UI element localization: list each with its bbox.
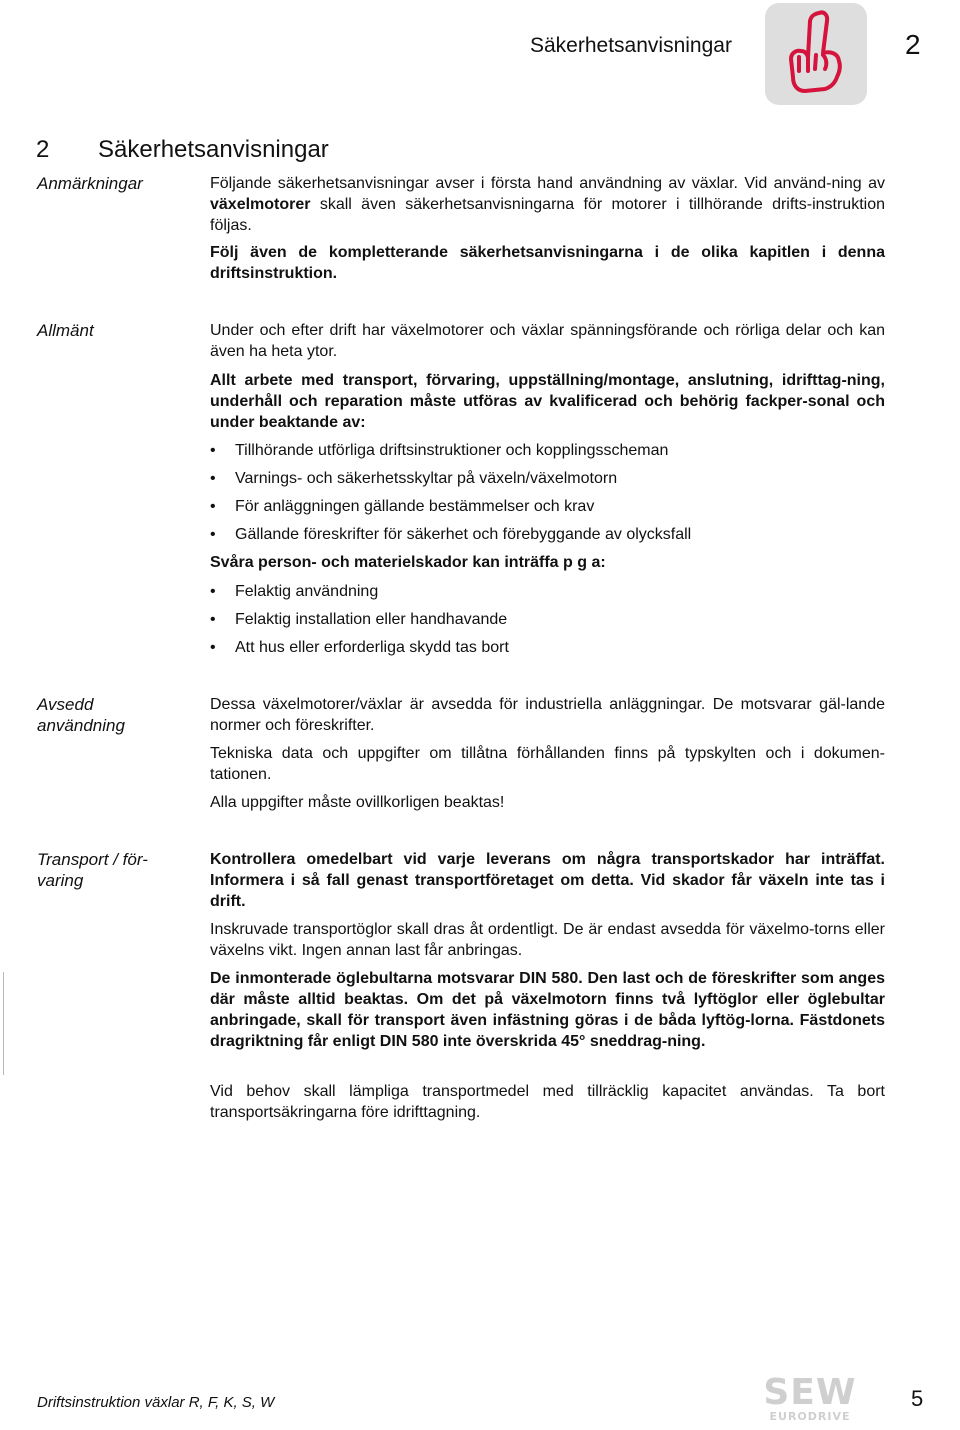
chapter-title: Säkerhetsanvisningar (98, 136, 329, 163)
transport-paragraph-2: Inskruvade transportöglor skall dras åt ordentligt. De är endast avsedda för växelmo-torns eller växelns vikt. Ingen annan last får anbringas. (210, 921, 885, 959)
chapter-number: 2 (36, 136, 50, 163)
running-header-title: Säkerhetsanvisningar (530, 34, 732, 57)
safety-icon-box (765, 3, 867, 105)
allmant-paragraph-2: Allt arbete med transport, förvaring, uppställning/montage, anslutning, idrifttag-ning, underhåll och reparation måste utföras av kvalificerad och behörig fackper-sonal och under beaktande av: (210, 372, 885, 431)
section-label-anmarkningar: Anmärkningar (37, 174, 143, 193)
page-number: 5 (911, 1386, 924, 1411)
transport-paragraph-3: De inmonterade öglebultarna motsvarar DIN 580. Den last och de föreskrifter som anges där måste alltid beaktas. Om det på växelmotorn finns två lyftöglor eller öglebultar anbringade, skall för transport även infästning göras i de båda lyftög-lorna. Fästdonets dragriktning får enligt DIN 580 inte överskrida 45° sneddrag-ning. (210, 970, 885, 1050)
anmarkningar-bold-term: växelmotorer (210, 196, 311, 213)
sew-eurodrive-logo: SEW EURODRIVE (763, 1372, 857, 1423)
bullet-icon: • (210, 583, 216, 600)
bullet-icon: • (210, 611, 216, 628)
bullet-icon: • (210, 526, 216, 543)
allmant-paragraph-3: Svåra person- och materielskador kan inträffa p g a: (210, 554, 606, 571)
transport-paragraph-1: Kontrollera omedelbart vid varje leverans om några transportskador har inträffat. Informera i så fall genast transportföretaget om detta. Vid skador får växeln inte tas i drift. (210, 851, 885, 910)
allmant-paragraph-1: Under och efter drift har växelmotorer och växlar spänningsförande och rörliga delar och kan även ha heta ytor. (210, 322, 885, 360)
section-label-avsedd: Avsedd användning (37, 695, 125, 735)
section-label-allmant: Allmänt (37, 321, 94, 340)
anmarkningar-paragraph-2: Följ även de kompletterande säkerhetsanvisningarna i de olika kapitlen i denna driftsinstruktion. (210, 244, 885, 282)
bullet-icon: • (210, 442, 216, 459)
bullet-icon: • (210, 470, 216, 487)
footer-document-title: Driftsinstruktion växlar R, F, K, S, W (37, 1394, 275, 1411)
avsedd-paragraph-3: Alla uppgifter måste ovillkorligen beaktas! (210, 794, 505, 811)
bullet-icon: • (210, 639, 216, 656)
section-label-transport: Transport / för- varing (37, 850, 148, 890)
transport-paragraph-4: Vid behov skall lämpliga transportmedel med tillräcklig kapacitet användas. Ta bort transportsäkringarna före idrifttagning. (210, 1083, 885, 1121)
change-bar (3, 972, 4, 1075)
anmarkningar-paragraph-1: Följande säkerhetsanvisningar avser i första hand användning av växlar. Vid använd-ning av växelmotorer skall även säkerhetsanvisningarna för motorer i tillhörande drifts-instruktion följas. (210, 175, 885, 234)
avsedd-paragraph-2: Tekniska data och uppgifter om tillåtna förhållanden finns på typskylten och i dokumen-tationen. (210, 745, 885, 783)
avsedd-paragraph-1: Dessa växelmotorer/växlar är avsedda för industriella anläggningar. De motsvarar gäl-lande normer och föreskrifter. (210, 696, 885, 734)
running-header-chapter-number: 2 (905, 29, 921, 60)
bullet-icon: • (210, 498, 216, 515)
pointing-finger-icon (775, 7, 857, 101)
